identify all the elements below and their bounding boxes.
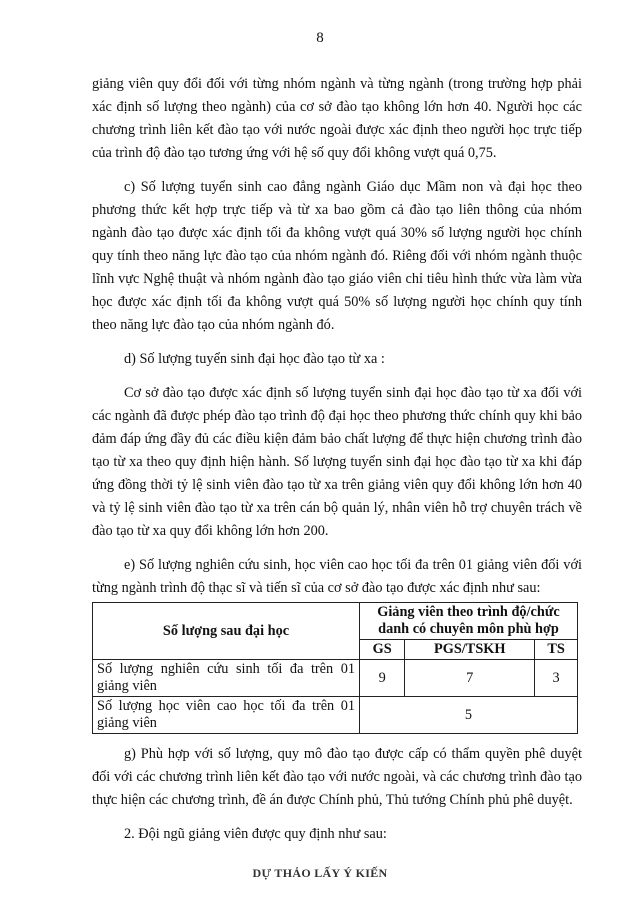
document-body: [92, 73, 582, 857]
table-row-label: Số lượng học viên cao học tối đa trên 01 giảng viên: [93, 697, 360, 734]
table-header-row: [93, 603, 578, 640]
table-row-label: Số lượng nghiên cứu sinh tối đa trên 01 giảng viên: [93, 660, 360, 697]
paragraph-g: g) Phù hợp với số lượng, quy mô đào tạo được cấp có thẩm quyền phê duyệt đối với các chương trình liên kết đào tạo với nước ngoài, và các chương trình đào tạo thực hiện các chương trình, đề án được Chính phủ, Thủ tướng Chính phủ phê duyệt.: [92, 746, 582, 808]
paragraph-distance-learning: Cơ sở đào tạo được xác định số lượng tuyển sinh đại học đào tạo từ xa đối với các ngành đã được phép đào tạo trình độ đại học theo phương thức chính quy khi bảo đảm đáp ứng đầy đủ các điều kiện đảm bảo chất lượng để thực hiện chương trình đào tạo từ xa theo quy định hiện hành. Số lượng tuyển sinh đại học đào tạo từ xa khi đáp ứng đồng thời tỷ lệ sinh viên đào tạo từ xa trên giảng viên quy đổi không lớn hơn 40 và tỷ lệ sinh viên đào tạo từ xa trên cán bộ quản lý, nhân viên hỗ trợ chuyên trách về đào tạo từ xa quy đổi không lớn hơn 200.: [92, 385, 582, 539]
table-subheader-pgs: PGS/TSKH: [405, 640, 535, 660]
table-row: [93, 660, 578, 697]
paragraph-c: c) Số lượng tuyển sinh cao đẳng ngành Giáo dục Mầm non và đại học theo phương thức kết hợp trực tiếp và từ xa bao gồm cả đào tạo liên thông của nhóm ngành đào tạo được xác định tối đa không vượt quá 30% số lượng người học chính quy tính theo năng lực đào tạo của nhóm ngành đó. Riêng đối với nhóm ngành thuộc lĩnh vực Nghệ thuật và nhóm ngành đào tạo giáo viên chỉ tiêu hình thức vừa làm vừa học được xác định tối đa không vượt quá 50% số lượng người học chính quy tính theo năng lực đào tạo của nhóm ngành đó.: [92, 179, 582, 333]
paragraph-2: 2. Đội ngũ giảng viên được quy định như sau:: [124, 826, 387, 842]
table-cell: 5: [360, 697, 578, 734]
table-header-left: Số lượng sau đại học: [93, 603, 360, 660]
postgraduate-ratio-table: [92, 602, 578, 734]
table-cell: 7: [405, 660, 535, 697]
paragraph-continuation: giảng viên quy đổi đối với từng nhóm ngành và từng ngành (trong trường hợp phải xác định số lượng theo ngành) của cơ sở đào tạo không lớn hơn 40. Người học các chương trình liên kết đào tạo với nước ngoài được xác định theo người học trực tiếp của trình độ đào tạo tương ứng với hệ số quy đổi không vượt quá 0,75.: [92, 76, 582, 161]
table-subheader-gs: GS: [360, 640, 405, 660]
table-row: [93, 697, 578, 734]
paragraph-d: d) Số lượng tuyển sinh đại học đào tạo từ xa :: [124, 351, 385, 367]
page-number: 8: [316, 30, 324, 46]
draft-footer: DỰ THẢO LẤY Ý KIẾN: [252, 866, 388, 880]
table-header-right: Giảng viên theo trình độ/chức danh có chuyên môn phù hợp: [360, 603, 578, 640]
table-cell: 9: [360, 660, 405, 697]
paragraph-e: e) Số lượng nghiên cứu sinh, học viên cao học tối đa trên 01 giảng viên đối với từng ngành trình độ thạc sĩ và tiến sĩ của cơ sở đào tạo được xác định như sau:: [92, 557, 582, 596]
table-subheader-ts: TS: [535, 640, 578, 660]
table-cell: 3: [535, 660, 578, 697]
